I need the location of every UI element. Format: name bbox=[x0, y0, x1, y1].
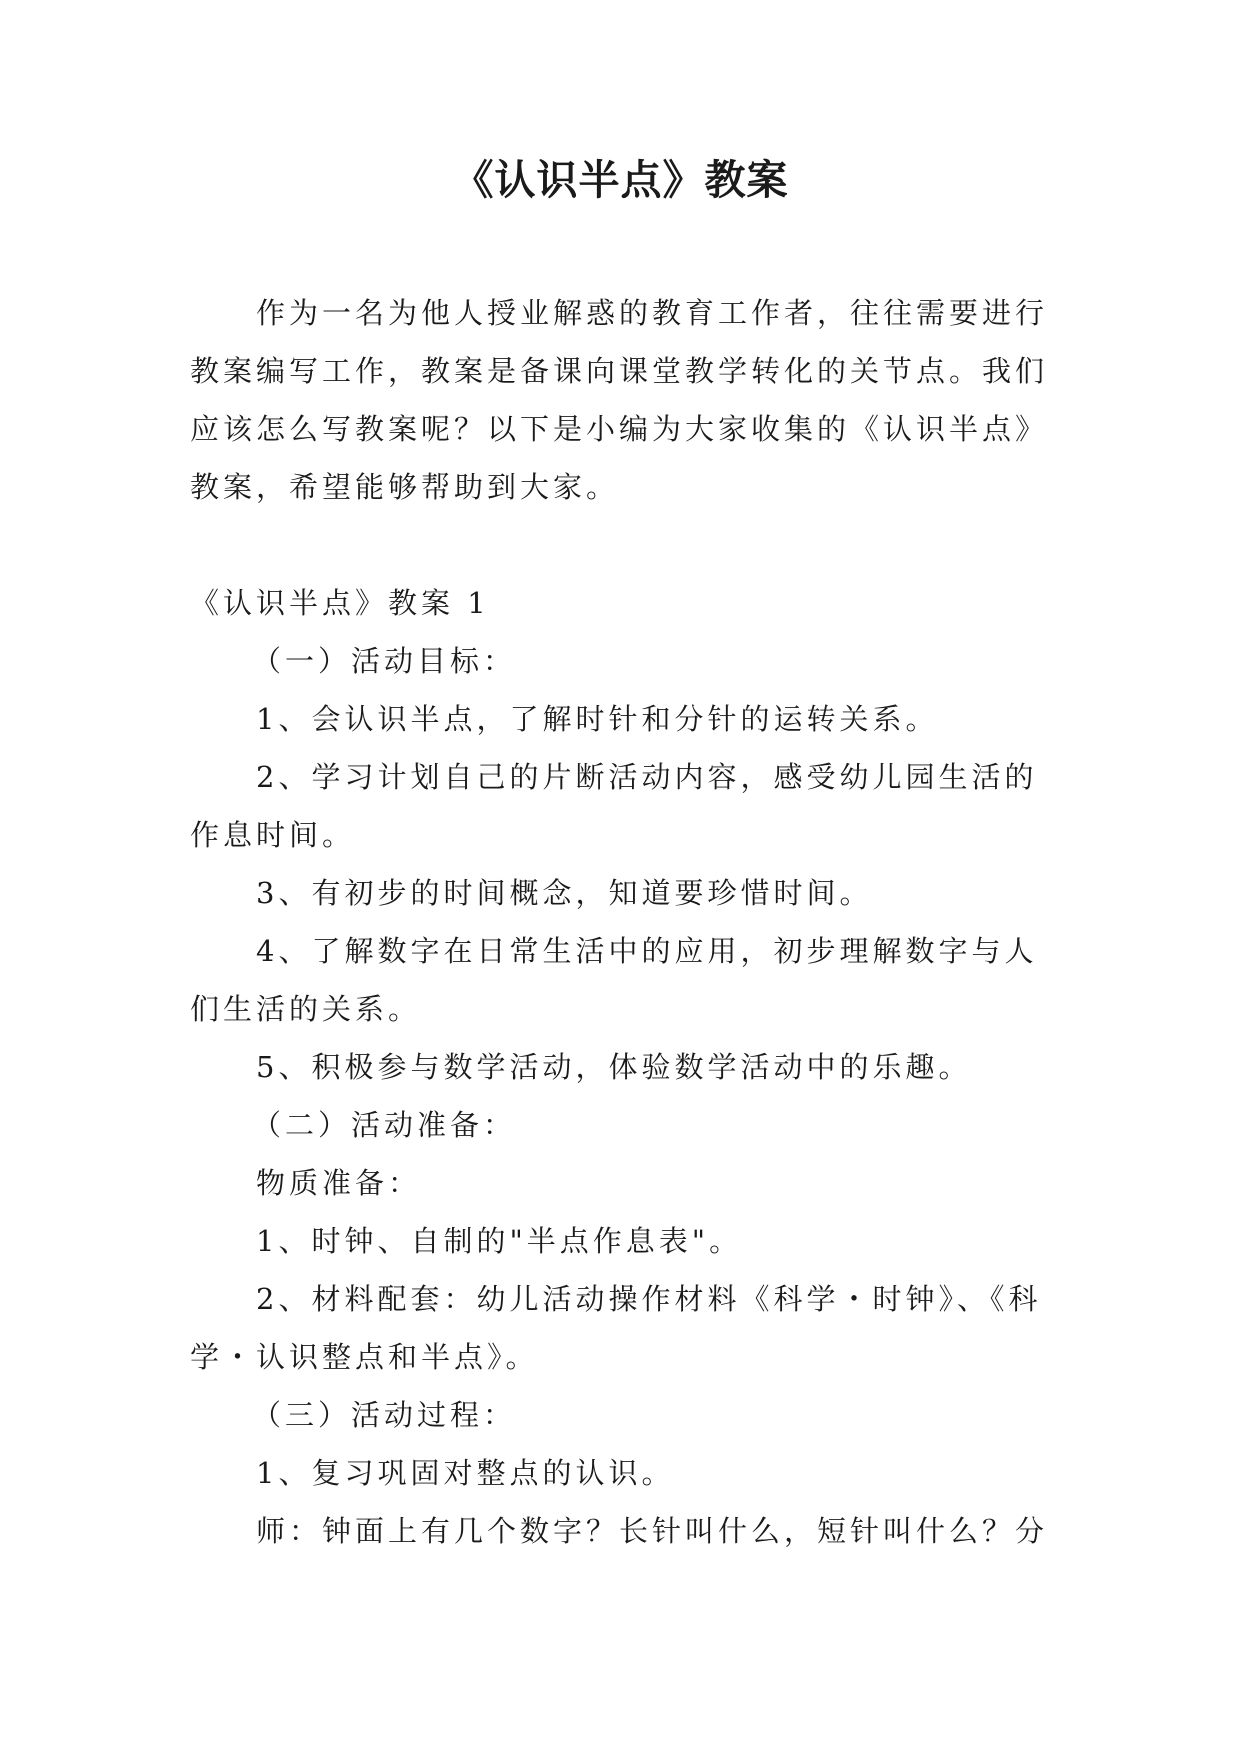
body-line: 4、了解数字在日常生活中的应用，初步理解数字与人 bbox=[256, 934, 1038, 968]
body-line: 学・认识整点和半点》。 bbox=[190, 1340, 539, 1374]
body-line: 们生活的关系。 bbox=[190, 992, 422, 1026]
body-line: 师：钟面上有几个数字？长针叫什么，短针叫什么？分 bbox=[256, 1514, 1049, 1548]
document-body bbox=[190, 284, 1050, 1560]
body-line: 2、学习计划自己的片断活动内容，感受幼儿园生活的 bbox=[256, 760, 1038, 794]
body-line: 1、复习巩固对整点的认识。 bbox=[256, 1456, 675, 1490]
body-line: 作息时间。 bbox=[190, 818, 356, 852]
subheading-preparation: （二）活动准备： bbox=[252, 1108, 517, 1142]
subheading-process: （三）活动过程： bbox=[252, 1398, 517, 1432]
subheading-objectives: （一）活动目标： bbox=[252, 644, 517, 678]
body-line: 5、积极参与数学活动，体验数学活动中的乐趣。 bbox=[256, 1050, 972, 1084]
body-line: 1、时钟、自制的"半点作息表"。 bbox=[256, 1224, 743, 1258]
body-line: 物质准备： bbox=[256, 1166, 422, 1200]
intro-line: 教案，希望能够帮助到大家。 bbox=[190, 470, 620, 504]
intro-line: 教案编写工作，教案是备课向课堂教学转化的关节点。我们 bbox=[190, 354, 1049, 388]
document-title: 《认识半点》教案 bbox=[452, 156, 789, 204]
body-line: 1、会认识半点，了解时针和分针的运转关系。 bbox=[256, 702, 939, 736]
body-line: 2、材料配套：幼儿活动操作材料《科学・时钟》、《科 bbox=[256, 1282, 1042, 1316]
intro-line: 应该怎么写教案呢？以下是小编为大家收集的《认识半点》 bbox=[190, 412, 1049, 446]
section-heading: 《认识半点》教案 1 bbox=[190, 586, 490, 620]
intro-line: 作为一名为他人授业解惑的教育工作者，往往需要进行 bbox=[256, 296, 1049, 330]
body-line: 3、有初步的时间概念，知道要珍惜时间。 bbox=[256, 876, 873, 910]
